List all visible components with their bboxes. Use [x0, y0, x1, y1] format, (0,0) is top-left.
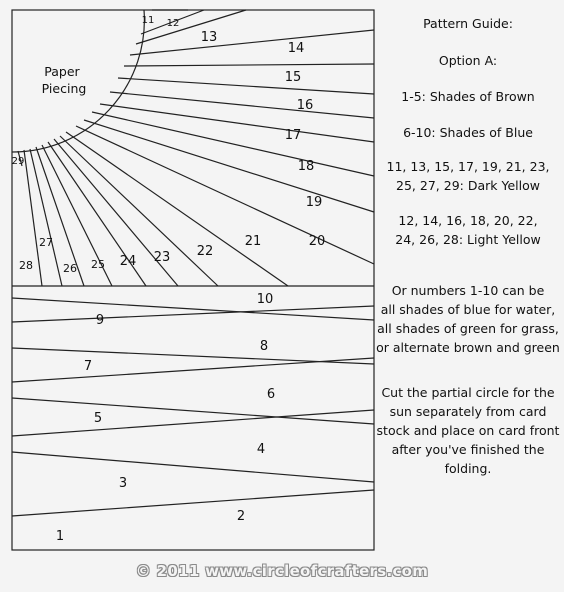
guide-sun-line: stock and place on card front: [376, 423, 560, 438]
segment-number: 28: [19, 259, 33, 272]
segment-number: 19: [305, 195, 323, 210]
segment-number: 18: [297, 159, 315, 174]
guide-dark-line: 25, 27, 29: Dark Yellow: [396, 178, 540, 193]
ray-line: [118, 78, 374, 94]
segment-number: 17: [284, 128, 302, 143]
segment-number: 14: [287, 41, 305, 56]
segment-number: 29: [11, 156, 25, 167]
guide-alt-line: all shades of blue for water,: [380, 302, 556, 317]
segment-number: 13: [200, 30, 218, 45]
strip-line: [12, 490, 374, 516]
guide-light-line: 12, 14, 16, 18, 20, 22,: [398, 213, 538, 228]
copyright-watermark: © 2011 www.circleofcrafters.com: [135, 562, 429, 580]
segment-number: 27: [39, 236, 53, 249]
segment-number: 3: [118, 476, 128, 491]
segment-number: 2: [236, 509, 246, 524]
guide-sun-line: sun separately from card: [389, 404, 547, 419]
ray-line: [76, 126, 374, 264]
segment-number: 7: [83, 359, 93, 374]
ray-line: [60, 136, 218, 286]
segment-number: 25: [91, 258, 105, 271]
ray-line: [124, 64, 374, 66]
guide-blue-text: 6-10: Shades of Blue: [403, 125, 533, 140]
segment-number: 1: [55, 529, 65, 544]
ray-line: [110, 92, 374, 118]
guide-blue: [372, 123, 564, 142]
segment-number: 11: [141, 15, 155, 26]
strip-line: [12, 398, 374, 424]
ray-line: [30, 149, 62, 286]
ray-line: [92, 112, 374, 176]
guide-brown: [372, 87, 564, 106]
segment-number: 12: [166, 18, 180, 29]
guide-dark-line: 11, 13, 15, 17, 19, 21, 23,: [386, 159, 550, 174]
guide-alt-line: all shades of green for grass,: [377, 321, 559, 336]
segment-number: 6: [266, 387, 276, 402]
guide-light-line: 24, 26, 28: Light Yellow: [395, 232, 541, 247]
ray-line: [130, 30, 374, 55]
guide-sun-note: [372, 383, 564, 478]
segment-number: 5: [93, 411, 103, 426]
strip-line: [12, 410, 374, 436]
segment-number: 21: [244, 234, 262, 249]
segment-number: 16: [296, 98, 314, 113]
segment-number: 26: [63, 262, 77, 275]
guide-dark-yellow: [372, 157, 564, 195]
strip-line: [12, 452, 374, 482]
guide-sun-line: Cut the partial circle for the: [381, 385, 555, 400]
segment-number: 24: [119, 254, 137, 269]
guide-option-text: Option A:: [438, 53, 498, 68]
guide-brown-text: 1-5: Shades of Brown: [401, 89, 535, 104]
guide-alternative: [372, 281, 564, 357]
guide-title: [372, 14, 564, 33]
strip-line: [12, 358, 374, 382]
segment-number: 8: [259, 339, 269, 354]
segment-number: 23: [153, 250, 171, 265]
segment-number: 22: [196, 244, 214, 259]
segment-number: 15: [284, 70, 302, 85]
segment-number: 9: [95, 313, 105, 328]
guide-light-yellow: [372, 211, 564, 249]
guide-title-text: Pattern Guide:: [423, 16, 513, 31]
guide-option: [372, 51, 564, 70]
guide-alt-line: Or numbers 1-10 can be: [391, 283, 545, 298]
guide-sun-line: folding.: [444, 461, 492, 476]
guide-alt-line: or alternate brown and green: [376, 340, 560, 355]
sun-label-line1: Paper: [44, 64, 80, 79]
segment-number: 10: [256, 292, 274, 307]
segment-number: 20: [308, 234, 326, 249]
segment-number: 4: [256, 442, 266, 457]
sun-label-line2: Piecing: [41, 81, 87, 96]
guide-sun-line: after you've finished the: [391, 442, 545, 457]
